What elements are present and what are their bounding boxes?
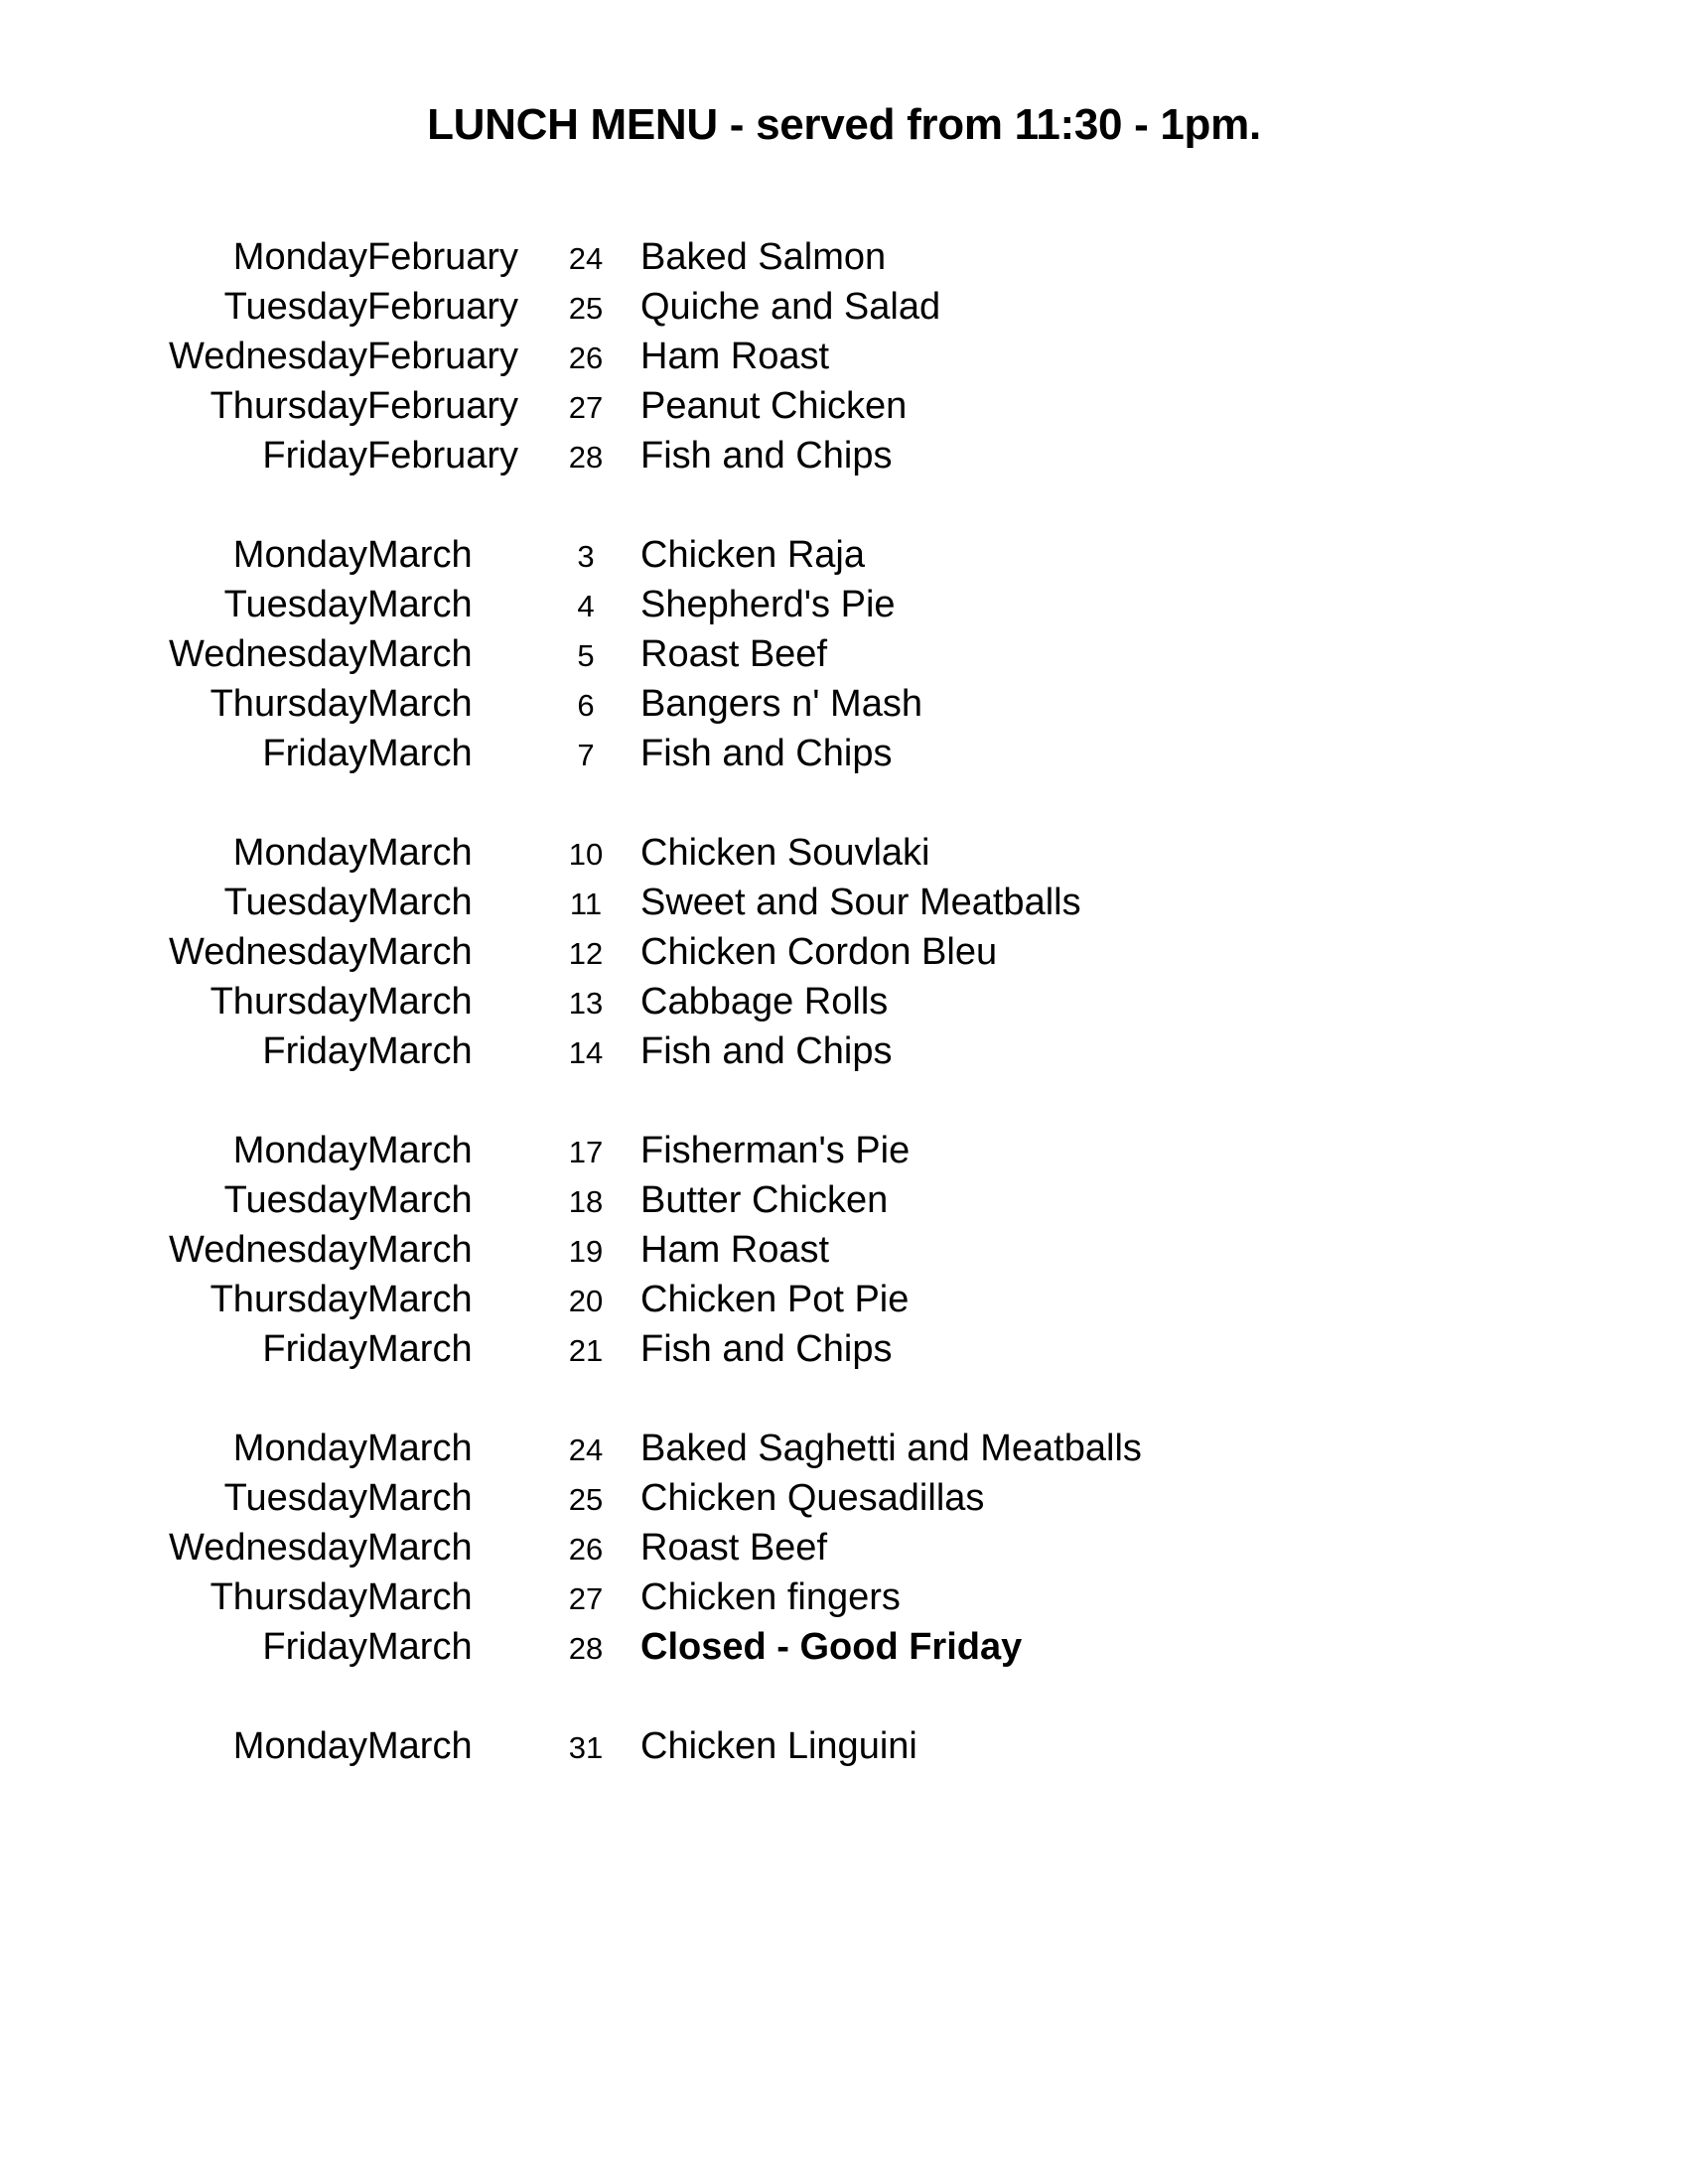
- menu-row: [0, 1132, 1688, 1181]
- menu-row: [0, 1281, 1688, 1330]
- menu-row: [0, 1430, 1688, 1479]
- row-left-margin: [0, 983, 169, 1032]
- row-left-margin: [0, 884, 169, 933]
- menu-row-day: 19: [568, 1234, 604, 1269]
- menu-row: [0, 288, 1688, 338]
- menu-row-dish: Fish and Chips: [640, 733, 893, 774]
- menu-row-weekday: Friday: [262, 435, 367, 477]
- menu-row-day: 24: [568, 241, 604, 276]
- row-left-margin: [0, 1231, 169, 1281]
- menu-row-month: February: [367, 336, 519, 377]
- menu-row-dish: Chicken Linguini: [640, 1725, 917, 1767]
- menu-row-day: 28: [568, 1631, 604, 1666]
- row-left-margin: [0, 1578, 169, 1628]
- menu-row-month: March: [367, 832, 473, 874]
- menu-row: [0, 536, 1688, 586]
- menu-row-month: March: [367, 1527, 473, 1569]
- menu-row: [0, 338, 1688, 387]
- menu-row-weekday: Friday: [262, 733, 367, 774]
- menu-row-day: 17: [568, 1135, 604, 1169]
- menu-block-separator: [0, 486, 1688, 536]
- menu-row-day: 24: [568, 1433, 604, 1467]
- menu-row-weekday: Wednesday: [169, 931, 367, 973]
- menu-row: [0, 1628, 1688, 1678]
- menu-row-month: March: [367, 1477, 473, 1519]
- menu-row-day: 13: [568, 986, 604, 1021]
- menu-row-day: 27: [568, 1581, 604, 1616]
- menu-row: [0, 1727, 1688, 1777]
- menu-row-weekday: Wednesday: [169, 336, 367, 377]
- menu-block-separator-cell: [0, 486, 1688, 536]
- menu-block-separator: [0, 1082, 1688, 1132]
- menu-row-day: 27: [568, 390, 604, 425]
- menu-row: [0, 1032, 1688, 1082]
- menu-row-weekday: Monday: [232, 832, 367, 874]
- menu-row-month: March: [367, 1328, 473, 1370]
- menu-row-month: March: [367, 584, 473, 625]
- menu-row-month: March: [367, 1229, 473, 1271]
- menu-row-weekday: Wednesday: [169, 1229, 367, 1271]
- menu-block-separator: [0, 784, 1688, 834]
- menu-row-day: 25: [568, 1482, 604, 1517]
- menu-row-month: March: [367, 1428, 473, 1469]
- menu-row-day: 7: [577, 738, 595, 772]
- menu-row-day: 6: [577, 688, 595, 723]
- menu-row-dish: Chicken Quesadillas: [640, 1477, 985, 1519]
- menu-row-day: 14: [568, 1035, 604, 1070]
- menu-row-weekday: Tuesday: [223, 584, 367, 625]
- menu-row-month: March: [367, 534, 473, 576]
- menu-row-dish: Sweet and Sour Meatballs: [640, 882, 1081, 923]
- menu-row-weekday: Friday: [262, 1328, 367, 1370]
- menu-row-dish: Ham Roast: [640, 336, 830, 377]
- menu-row-dish: Chicken Pot Pie: [640, 1279, 910, 1320]
- row-left-margin: [0, 288, 169, 338]
- menu-row-weekday: Monday: [232, 236, 367, 278]
- menu-row: [0, 1181, 1688, 1231]
- menu-row: [0, 983, 1688, 1032]
- menu-row-month: March: [367, 1130, 473, 1171]
- menu-row-day: 5: [577, 638, 595, 673]
- row-left-margin: [0, 933, 169, 983]
- menu-row-dish: Fish and Chips: [640, 435, 893, 477]
- menu-row-dish: Roast Beef: [640, 633, 827, 675]
- menu-row-dish: Chicken Raja: [640, 534, 865, 576]
- row-left-margin: [0, 238, 169, 288]
- menu-row-day: 4: [577, 589, 595, 623]
- menu-row-day: 3: [577, 539, 595, 574]
- menu-row: [0, 1578, 1688, 1628]
- menu-row-dish: Chicken fingers: [640, 1576, 901, 1618]
- menu-row-month: March: [367, 683, 473, 725]
- menu-row-month: March: [367, 882, 473, 923]
- menu-row-weekday: Thursday: [210, 683, 367, 725]
- menu-row-weekday: Tuesday: [223, 882, 367, 923]
- menu-block-separator-cell: [0, 1380, 1688, 1430]
- menu-row-dish: Bangers n' Mash: [640, 683, 922, 725]
- menu-row-day: 21: [568, 1333, 604, 1368]
- menu-row-month: March: [367, 1626, 473, 1668]
- menu-row-month: March: [367, 733, 473, 774]
- menu-row-weekday: Friday: [262, 1030, 367, 1072]
- row-left-margin: [0, 1132, 169, 1181]
- menu-row-weekday: Tuesday: [223, 286, 367, 328]
- menu-row: [0, 834, 1688, 884]
- menu-row-month: February: [367, 385, 519, 427]
- menu-row-weekday: Monday: [232, 1725, 367, 1767]
- menu-row-dish: Fish and Chips: [640, 1328, 893, 1370]
- menu-row-dish: Fisherman's Pie: [640, 1130, 911, 1171]
- menu-row: [0, 586, 1688, 635]
- menu-row-month: March: [367, 931, 473, 973]
- menu-row-dish: Chicken Souvlaki: [640, 832, 930, 874]
- menu-row-dish: Ham Roast: [640, 1229, 830, 1271]
- row-left-margin: [0, 437, 169, 486]
- menu-row-month: March: [367, 1725, 473, 1767]
- menu-row-month: March: [367, 633, 473, 675]
- menu-row-dish: Fish and Chips: [640, 1030, 893, 1072]
- menu-table: [0, 238, 1688, 1777]
- menu-row-weekday: Monday: [232, 1130, 367, 1171]
- menu-row-month: March: [367, 1030, 473, 1072]
- menu-row-month: February: [367, 236, 519, 278]
- menu-row-weekday: Monday: [232, 534, 367, 576]
- menu-block-separator-cell: [0, 1678, 1688, 1727]
- menu-row-weekday: Wednesday: [169, 1527, 367, 1569]
- row-left-margin: [0, 735, 169, 784]
- menu-row: [0, 437, 1688, 486]
- menu-row-weekday: Thursday: [210, 981, 367, 1023]
- menu-row-weekday: Tuesday: [223, 1477, 367, 1519]
- menu-row-weekday: Tuesday: [223, 1179, 367, 1221]
- row-left-margin: [0, 586, 169, 635]
- row-left-margin: [0, 1727, 169, 1777]
- menu-row-month: February: [367, 286, 519, 328]
- menu-row-month: March: [367, 1576, 473, 1618]
- menu-row-dish: Cabbage Rolls: [640, 981, 889, 1023]
- menu-row: [0, 1330, 1688, 1380]
- row-left-margin: [0, 1032, 169, 1082]
- row-left-margin: [0, 635, 169, 685]
- menu-row: [0, 1479, 1688, 1529]
- menu-row-month: March: [367, 1279, 473, 1320]
- menu-row-dish: Baked Saghetti and Meatballs: [640, 1428, 1142, 1469]
- row-left-margin: [0, 387, 169, 437]
- row-left-margin: [0, 1181, 169, 1231]
- menu-row-day: 28: [568, 440, 604, 475]
- menu-row-day: 10: [568, 837, 604, 872]
- menu-row-day: 11: [569, 887, 603, 921]
- menu-row-dish: Roast Beef: [640, 1527, 827, 1569]
- row-left-margin: [0, 1330, 169, 1380]
- menu-row: [0, 685, 1688, 735]
- menu-block-separator: [0, 1380, 1688, 1430]
- menu-row: [0, 1231, 1688, 1281]
- menu-row-day: 26: [568, 341, 604, 375]
- menu-row-day: 12: [568, 936, 604, 971]
- page-title: LUNCH MENU - served from 11:30 - 1pm.: [427, 100, 1261, 149]
- menu-row-weekday: Thursday: [210, 385, 367, 427]
- menu-block-separator-cell: [0, 784, 1688, 834]
- menu-row-month: February: [367, 435, 519, 477]
- menu-row-dish: Shepherd's Pie: [640, 584, 896, 625]
- row-left-margin: [0, 1628, 169, 1678]
- menu-row-dish: Chicken Cordon Bleu: [640, 931, 998, 973]
- menu-row: [0, 1529, 1688, 1578]
- menu-row-weekday: Wednesday: [169, 633, 367, 675]
- menu-row: [0, 635, 1688, 685]
- menu-row-day: 20: [568, 1284, 604, 1318]
- menu-row-weekday: Thursday: [210, 1279, 367, 1320]
- menu-row-dish: Baked Salmon: [640, 236, 887, 278]
- menu-row-weekday: Friday: [262, 1626, 367, 1668]
- menu-row-month: March: [367, 1179, 473, 1221]
- row-left-margin: [0, 536, 169, 586]
- menu-row-day: 26: [568, 1532, 604, 1567]
- row-left-margin: [0, 1430, 169, 1479]
- menu-block-separator: [0, 1678, 1688, 1727]
- row-left-margin: [0, 834, 169, 884]
- row-left-margin: [0, 685, 169, 735]
- menu-row-day: 18: [568, 1184, 604, 1219]
- row-left-margin: [0, 338, 169, 387]
- menu-block-separator-cell: [0, 1082, 1688, 1132]
- menu-row-weekday: Thursday: [210, 1576, 367, 1618]
- menu-row-day: 25: [568, 291, 604, 326]
- menu-row-dish: Peanut Chicken: [640, 385, 908, 427]
- menu-row: [0, 933, 1688, 983]
- menu-row-dish: Quiche and Salad: [640, 286, 941, 328]
- row-left-margin: [0, 1281, 169, 1330]
- menu-row-dish: Butter Chicken: [640, 1179, 889, 1221]
- menu-row: [0, 387, 1688, 437]
- menu-row: [0, 735, 1688, 784]
- menu-row: [0, 884, 1688, 933]
- menu-row-day: 31: [568, 1730, 604, 1765]
- menu-row-weekday: Monday: [232, 1428, 367, 1469]
- menu-row-month: March: [367, 981, 473, 1023]
- row-left-margin: [0, 1479, 169, 1529]
- menu-row: [0, 238, 1688, 288]
- menu-row-dish: Closed - Good Friday: [640, 1626, 1023, 1668]
- row-left-margin: [0, 1529, 169, 1578]
